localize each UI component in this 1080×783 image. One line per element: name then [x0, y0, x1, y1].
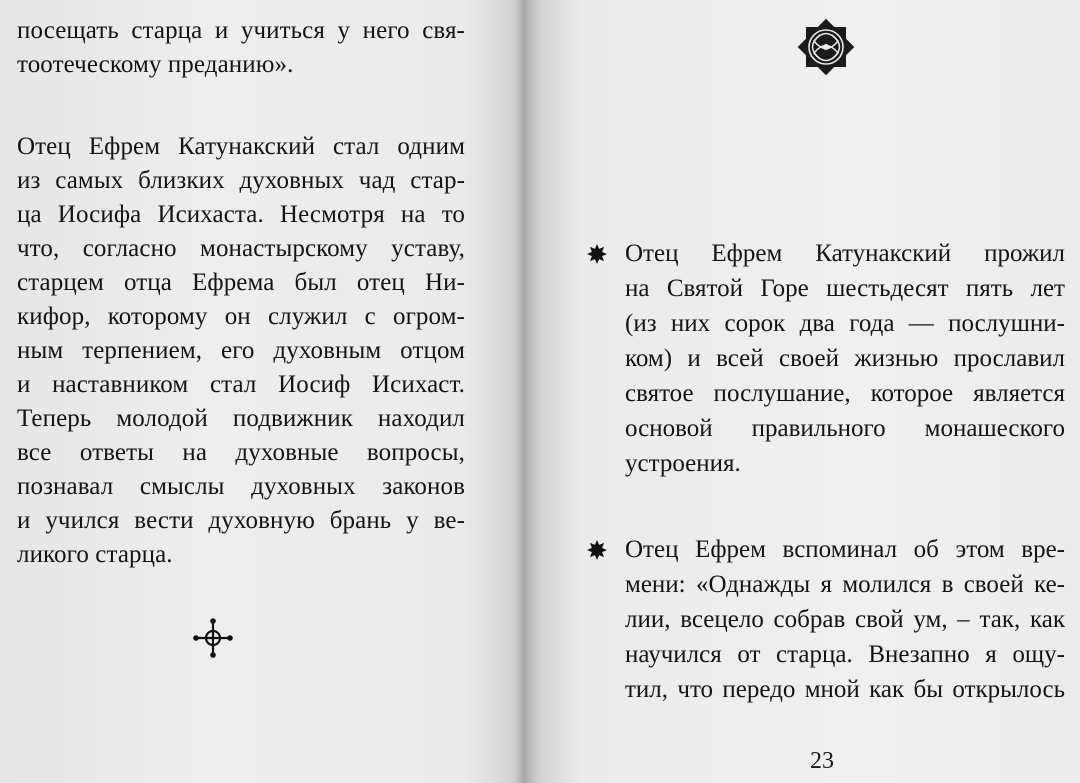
text-line: тил, что передо мной как бы открылось [625, 676, 1065, 703]
text-line: что, согласно монастырскому уставу, [17, 235, 465, 262]
text-line: старцем отца Ефрема был отец Ни- [17, 269, 465, 296]
knot-star-ornament-icon [795, 16, 857, 78]
text-line: из самых близких духовных чад стар- [17, 167, 465, 194]
text-line: кифор, которому он служил с огром- [17, 303, 465, 330]
text-line: все ответы на духовные вопросы, [17, 439, 465, 466]
text-line: мени: «Однажды я молился в своей ке- [625, 571, 1065, 598]
text-line: и учился вести духовную брань у ве- [17, 507, 465, 534]
text-line: и наставником стал Иосиф Исихаст. [17, 371, 465, 398]
text-line: Отец Ефрем вспоминал об этом вре- [625, 536, 1065, 563]
cross-ornament-icon [193, 618, 233, 658]
text-line: на Святой Горе шестьдесят пять лет [625, 275, 1065, 302]
text-line: ком) и всей своей жизнью прославил [625, 345, 1065, 372]
text-line: познавал смыслы духовных законов [17, 473, 465, 500]
star-bullet-icon [587, 244, 607, 264]
left-page [0, 0, 525, 783]
page-number: 23 [810, 748, 834, 774]
text-line: основой правильного монашеского [625, 415, 1065, 442]
text-line: посещать старца и учиться у него свя- [17, 17, 465, 44]
text-line: устроения. [625, 450, 741, 477]
text-line: ным терпением, его духовным отцом [17, 337, 465, 364]
right-page [525, 0, 1080, 783]
text-line: научился от старца. Внезапно я ощу- [625, 641, 1065, 668]
left-paragraph-2 [17, 130, 465, 572]
text-line: Теперь молодой подвижник находил [17, 405, 465, 432]
bullet-paragraph-1 [625, 236, 1065, 481]
text-line: святое послушание, которое является [625, 380, 1065, 407]
bullet-paragraph-2 [625, 532, 1065, 707]
text-line: Отец Ефрем Катунакский прожил [625, 240, 1065, 267]
text-line: лии, всецело собрав свой ум, – так, как [625, 606, 1065, 633]
text-line: Отец Ефрем Катунакский стал одним [17, 133, 465, 160]
text-line: (из них сорок два года — послушни- [625, 310, 1065, 337]
star-bullet-icon [587, 540, 607, 560]
text-line: ца Иосифа Исихаста. Несмотря на то [17, 201, 465, 228]
text-line: ликого старца. [17, 541, 173, 568]
left-paragraph-1 [17, 14, 465, 82]
text-line: тоотеческому преданию». [17, 51, 294, 78]
